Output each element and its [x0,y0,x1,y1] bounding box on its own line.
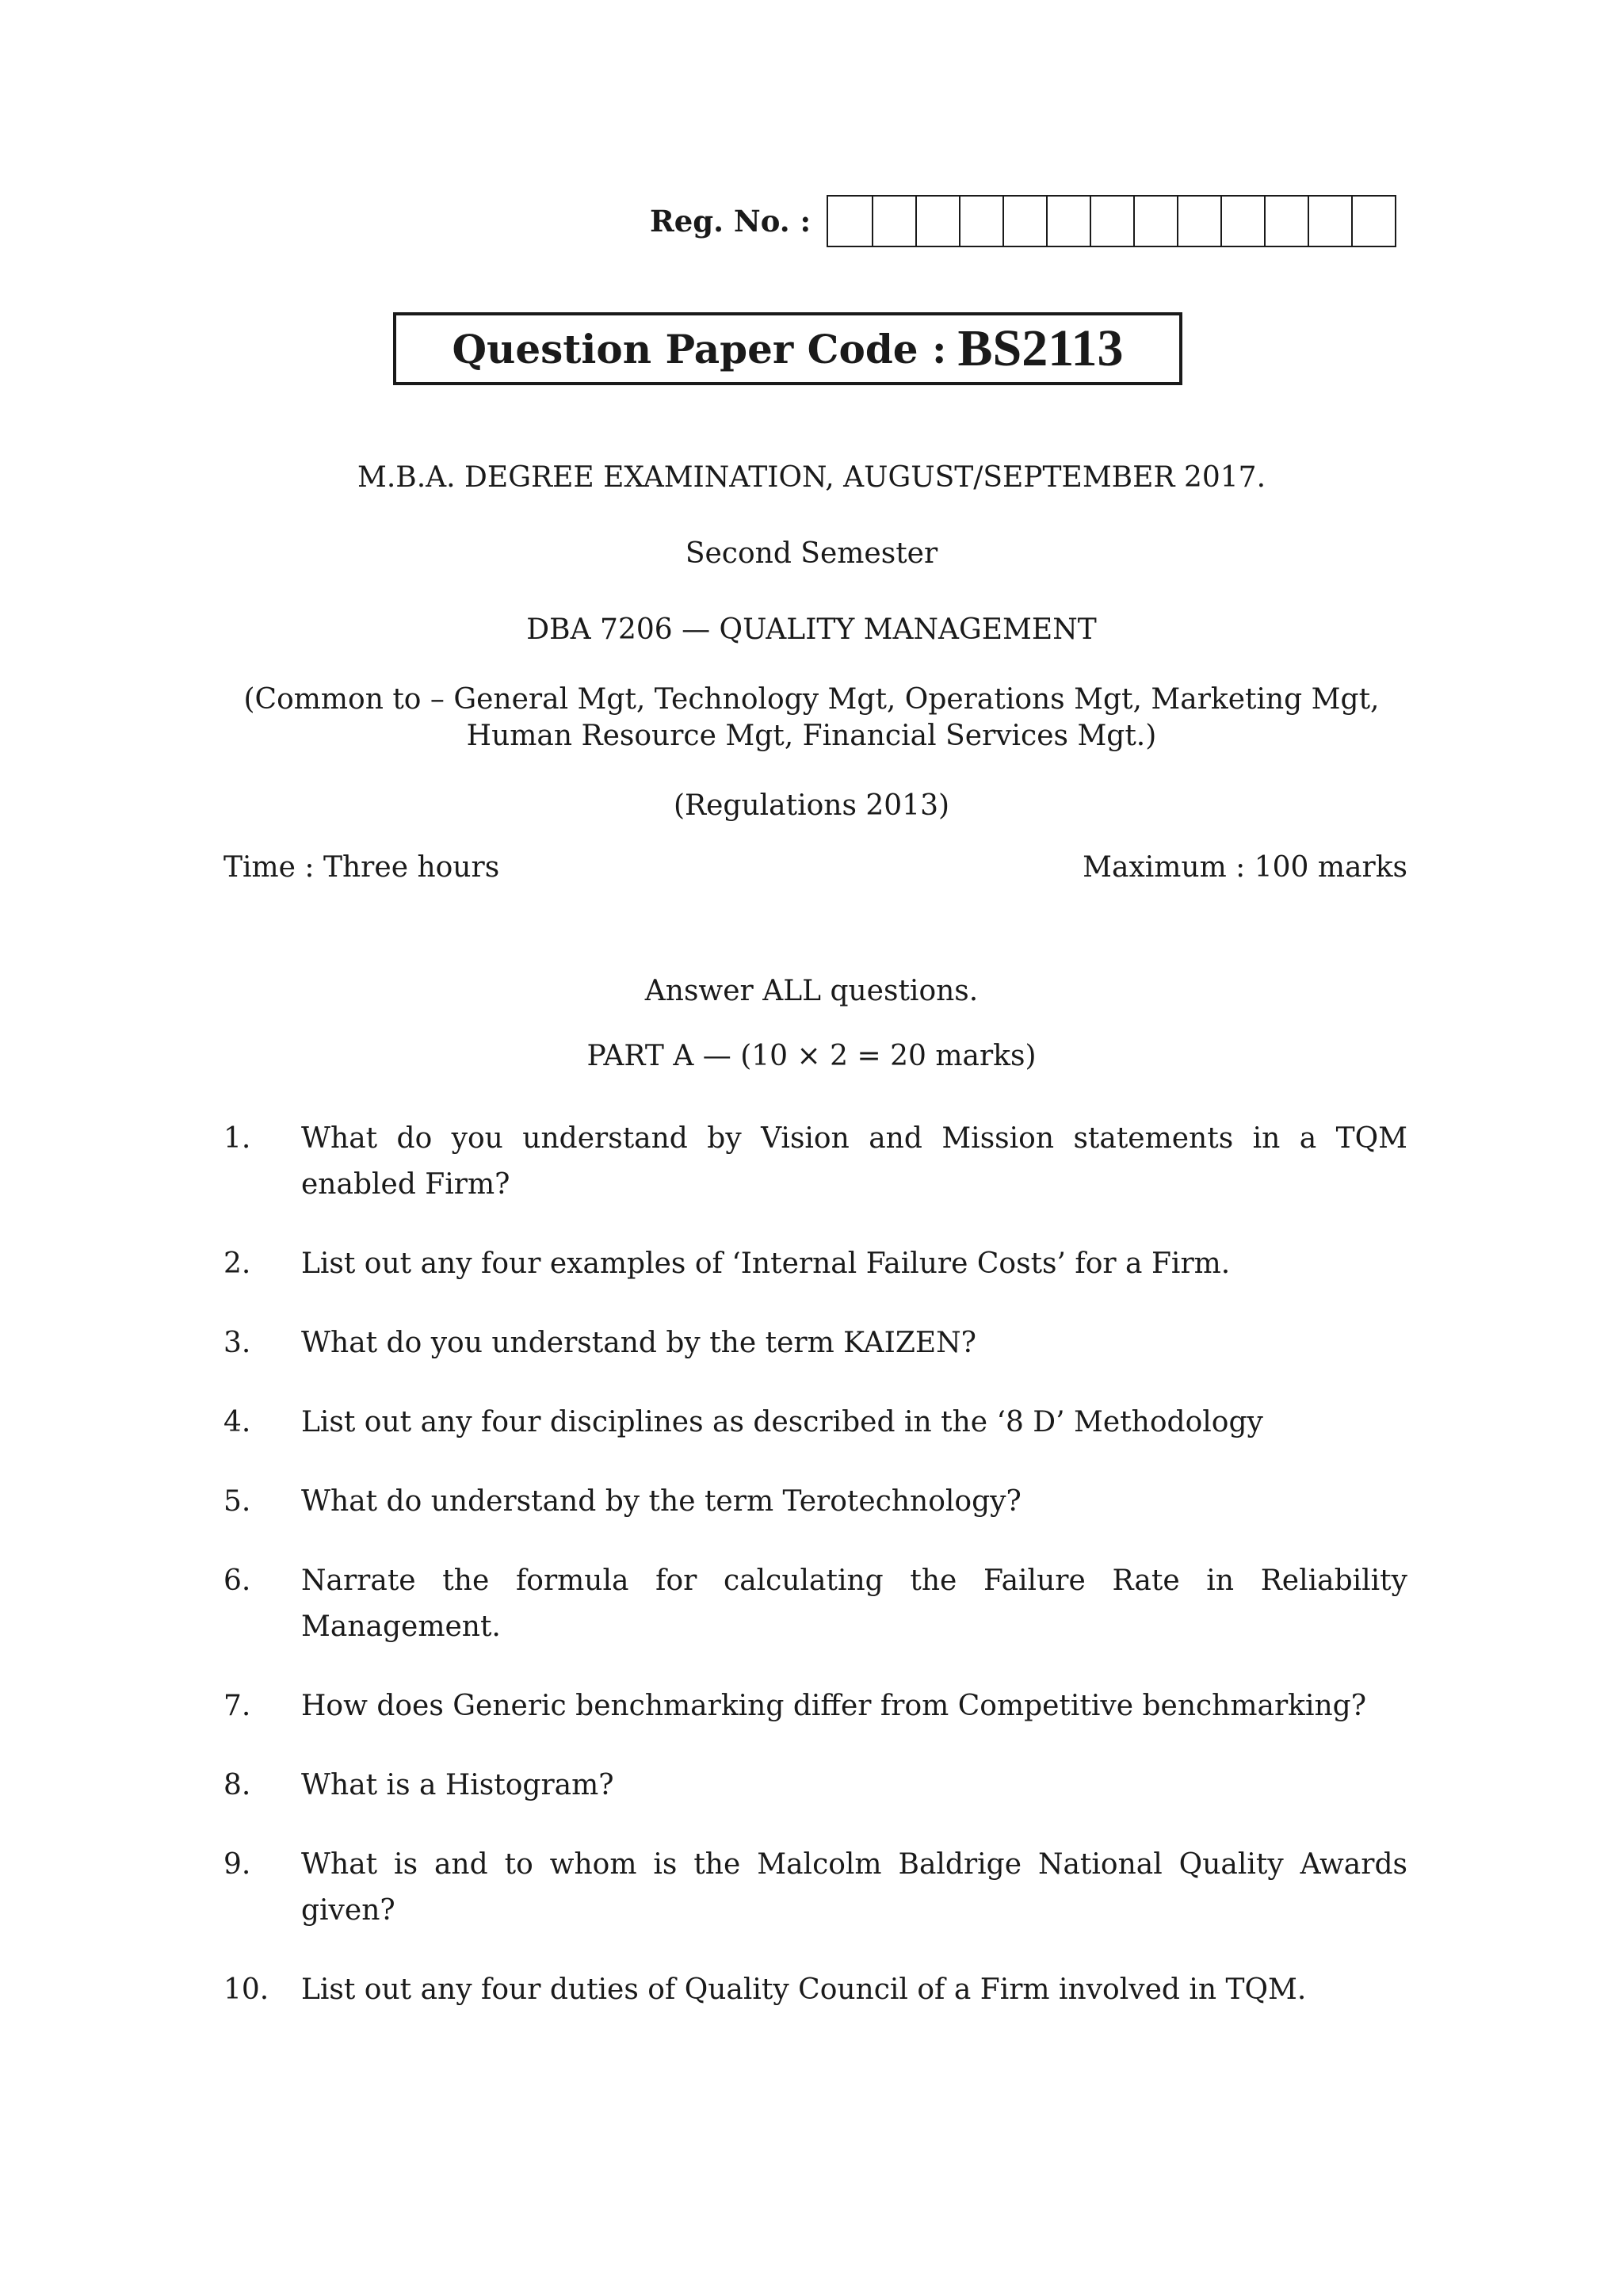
question-item [223,1683,1407,1729]
reg-number-row [650,195,1396,247]
reg-number-box[interactable] [1133,197,1177,246]
reg-number-box[interactable] [1090,197,1133,246]
time-allowed: Time : Three hours [223,851,500,884]
question-number: 7. [223,1690,251,1722]
question-number: 3. [223,1327,251,1359]
question-list [223,1116,1407,2046]
question-item [223,1400,1407,1446]
exam-title: M.B.A. DEGREE EXAMINATION, AUGUST/SEPTEMBER 2017. [357,461,1266,494]
question-number: 9. [223,1848,251,1881]
time-marks-row [223,850,1407,886]
question-text: List out any four duties of Quality Council of a Firm involved in TQM. [301,1973,1307,2006]
reg-number-box[interactable] [915,197,959,246]
answer-all-instruction: Answer ALL questions. [644,975,979,1007]
reg-number-boxes [827,195,1396,247]
question-item [223,1241,1407,1287]
question-number: 2. [223,1247,251,1280]
reg-number-box[interactable] [1002,197,1046,246]
common-to-line-1: (Common to – General Mgt, Technology Mgt, Operations Mgt, Marketing Mgt, [243,683,1380,716]
reg-number-box[interactable] [1351,197,1395,246]
question-item [223,1842,1407,1934]
question-text: List out any four examples of ‘Internal Failure Costs’ for a Firm. [301,1247,1231,1280]
question-text: What do you understand by the term KAIZEN? [301,1327,976,1359]
question-number: 10. [223,1973,269,2006]
reg-number-box[interactable] [1046,197,1090,246]
question-number: 5. [223,1485,251,1518]
common-to-line-2: Human Resource Mgt, Financial Services Mgt.) [466,720,1157,752]
question-item [223,1558,1407,1650]
reg-number-box[interactable] [959,197,1002,246]
question-paper-code-label: Question Paper Code : [452,325,947,372]
question-item [223,1479,1407,1525]
question-text: What do you understand by Vision and Mission statements in a TQM enabled Firm? [301,1122,1407,1201]
maximum-marks: Maximum : 100 marks [1083,851,1407,884]
question-paper-code-box [393,312,1182,385]
question-item [223,1320,1407,1366]
question-text: What is a Histogram? [301,1769,614,1801]
question-text: List out any four disciplines as described in the ‘8 D’ Methodology [301,1406,1263,1438]
question-text: What is and to whom is the Malcolm Baldrige National Quality Awards given? [301,1848,1407,1927]
semester: Second Semester [685,537,938,570]
reg-number-label: Reg. No. : [650,204,812,239]
question-text: How does Generic benchmarking differ from Competitive benchmarking? [301,1690,1367,1722]
question-number: 1. [223,1122,251,1155]
question-item [223,1116,1407,1208]
reg-number-box[interactable] [1308,197,1351,246]
reg-number-box[interactable] [1220,197,1264,246]
question-paper-code: BS2113 [957,319,1124,377]
question-number: 8. [223,1769,251,1801]
question-item [223,1763,1407,1809]
regulations: (Regulations 2013) [673,789,950,822]
reg-number-box[interactable] [1264,197,1308,246]
question-text: What do understand by the term Terotechnology? [301,1485,1022,1518]
reg-number-box[interactable] [872,197,915,246]
question-number: 4. [223,1406,251,1438]
question-text: Narrate the formula for calculating the Failure Rate in Reliability Management. [301,1564,1407,1643]
question-item [223,1967,1407,2013]
course-title: DBA 7206 — QUALITY MANAGEMENT [526,613,1097,646]
reg-number-box[interactable] [828,197,872,246]
question-number: 6. [223,1564,251,1597]
part-a-heading: PART A — (10 × 2 = 20 marks) [586,1040,1037,1072]
reg-number-box[interactable] [1177,197,1220,246]
